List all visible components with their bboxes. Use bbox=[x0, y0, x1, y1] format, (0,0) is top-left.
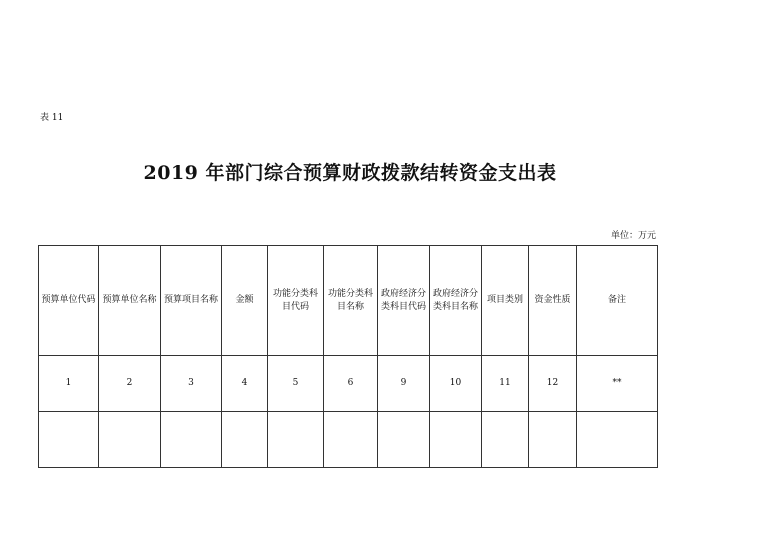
table-cell bbox=[161, 412, 222, 468]
header-cell: 功能分类科目代码 bbox=[268, 246, 324, 356]
table-cell bbox=[482, 412, 529, 468]
number-cell: 12 bbox=[529, 356, 577, 412]
number-cell: 9 bbox=[378, 356, 430, 412]
header-cell: 预算单位代码 bbox=[39, 246, 99, 356]
number-cell: 5 bbox=[268, 356, 324, 412]
header-cell: 项目类别 bbox=[482, 246, 529, 356]
table-number: 表 11 bbox=[40, 113, 64, 123]
number-cell: 2 bbox=[99, 356, 161, 412]
table-cell bbox=[268, 412, 324, 468]
header-cell: 预算单位名称 bbox=[99, 246, 161, 356]
table-cell bbox=[529, 412, 577, 468]
number-cell: 4 bbox=[222, 356, 268, 412]
number-cell: 10 bbox=[430, 356, 482, 412]
column-number-row bbox=[39, 356, 658, 412]
table-cell bbox=[39, 412, 99, 468]
table-cell bbox=[324, 412, 378, 468]
expenditure-table bbox=[38, 245, 658, 468]
table-cell bbox=[99, 412, 161, 468]
page-title: 2019 年部门综合预算财政拨款结转资金支出表 bbox=[143, 162, 557, 184]
number-cell: 11 bbox=[482, 356, 529, 412]
header-cell: 预算项目名称 bbox=[161, 246, 222, 356]
unit-label: 单位：万元 bbox=[610, 231, 656, 241]
header-cell: 功能分类科目名称 bbox=[324, 246, 378, 356]
table-cell bbox=[430, 412, 482, 468]
table-cell bbox=[378, 412, 430, 468]
table-header-row bbox=[39, 246, 658, 356]
header-cell: 政府经济分类科目代码 bbox=[378, 246, 430, 356]
table-cell bbox=[222, 412, 268, 468]
header-cell: 备注 bbox=[577, 246, 658, 356]
header-cell: 政府经济分类科目名称 bbox=[430, 246, 482, 356]
table-cell bbox=[577, 412, 658, 468]
number-cell: ** bbox=[577, 356, 658, 412]
number-cell: 3 bbox=[161, 356, 222, 412]
header-cell: 资金性质 bbox=[529, 246, 577, 356]
table-row bbox=[39, 412, 658, 468]
header-cell: 金额 bbox=[222, 246, 268, 356]
number-cell: 1 bbox=[39, 356, 99, 412]
number-cell: 6 bbox=[324, 356, 378, 412]
